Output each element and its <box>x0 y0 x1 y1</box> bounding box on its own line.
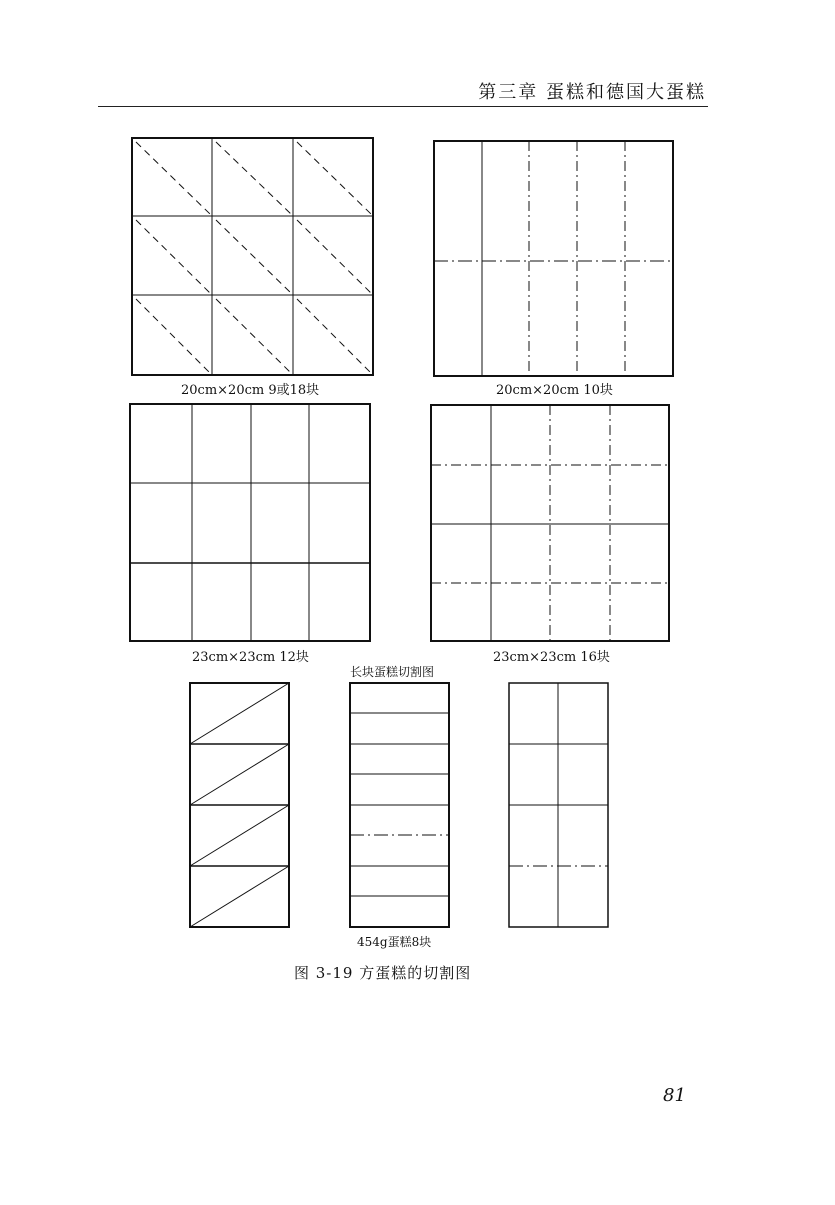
long-cake-title: 长块蛋糕切割图 <box>350 665 435 679</box>
running-title: 第三章 蛋糕和德国大蛋糕 <box>478 82 706 103</box>
diagram-23cm-16 <box>431 405 669 641</box>
diagram-23cm-12 <box>130 404 370 641</box>
caption-20cm-10: 20cm×20cm 10块 <box>496 383 613 398</box>
diagram-long-cake-8-slices <box>350 683 449 927</box>
page-number: 81 <box>663 1085 686 1106</box>
caption-20cm-9-or-18: 20cm×20cm 9或18块 <box>181 383 320 398</box>
diagram-long-cake-grid <box>509 683 608 927</box>
diagram-20cm-10 <box>434 141 673 376</box>
figure-caption: 图 3-19 方蛋糕的切割图 <box>294 964 472 982</box>
caption-23cm-16: 23cm×23cm 16块 <box>493 650 610 665</box>
diagram-20cm-9-or-18 <box>132 138 373 375</box>
caption-23cm-12: 23cm×23cm 12块 <box>192 650 309 665</box>
diagram-long-cake-diagonal <box>190 683 289 927</box>
long-cake-caption: 454g蛋糕8块 <box>357 935 432 949</box>
